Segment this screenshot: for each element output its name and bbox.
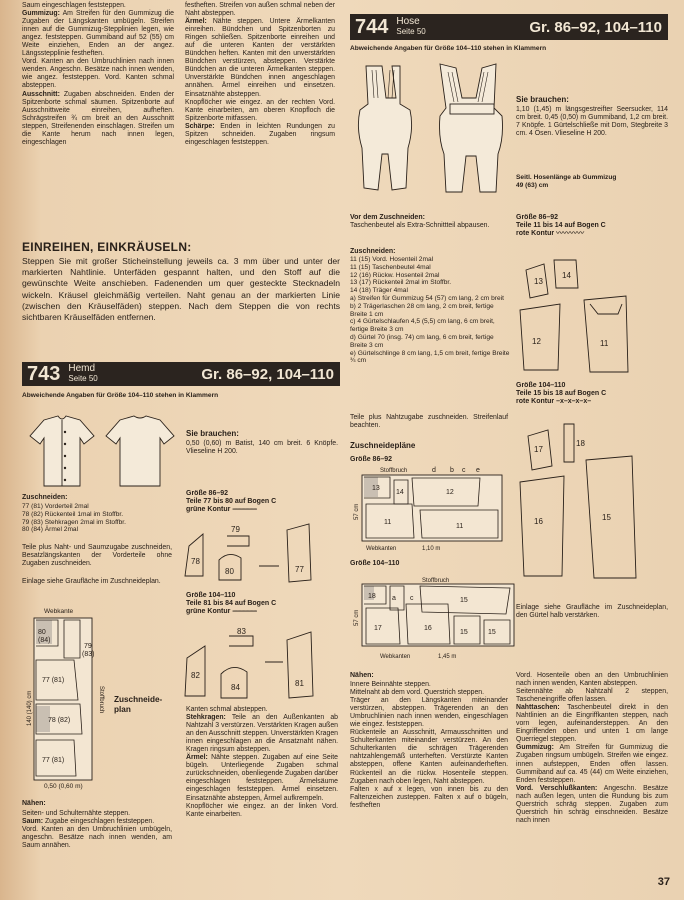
plan-stoffbruch-label: Stoffbruch: [98, 686, 104, 714]
pattern-name: Hemd Seite 50: [68, 363, 98, 383]
plan-piece-number: 15: [460, 629, 468, 636]
brauchen-title-743: Sie brauchen:: [186, 429, 239, 438]
plan-piece-number: 79: [84, 643, 92, 650]
plan-piece-number: 12: [446, 489, 454, 496]
overall-illustration: [352, 58, 512, 208]
piece-number: 11: [600, 339, 609, 348]
plan-piece-number: 15: [460, 597, 468, 604]
pattern-name: Hose Seite 50: [396, 16, 426, 36]
plan-piece-number: (84): [38, 637, 51, 644]
plan-piece-number: 14: [396, 489, 404, 496]
cut-row: d) Gürtel 70 (insg. 74) cm lang, 6 cm breit, fertige Breite 3 cm: [350, 333, 494, 349]
einlage-743: Einlage siehe Graufläche im Zuschneideplan.: [22, 578, 161, 585]
plan-letter: e: [476, 467, 480, 474]
middle-column-text: [185, 2, 335, 147]
zuschneiden-title-744: Zuschneiden:: [350, 248, 396, 255]
size-label-744-b: Größe 104–110 Teile 15 bis 18 auf Bogen C rote Kontur –x–x–x–x–: [516, 382, 607, 406]
size-label-743-b: Größe 104–110 Teile 81 bis 84 auf Bogen C grüne Kontur ------------------: [186, 592, 277, 616]
pattern-page: Seite 50: [396, 27, 426, 36]
pattern-744-abweichend: Abweichende Angaben für Größe 104–110 stehen in Klammern: [350, 45, 547, 52]
piece-number: 84: [231, 683, 240, 692]
cut-row: 79 (83) Stehkragen 2mal im Stoffbr.: [22, 518, 126, 526]
zuschneiden-list-743: [22, 503, 162, 534]
plan1-title-744: Größe 86–92: [350, 456, 393, 463]
cut-row: 13 (17) Rückenteil 2mal im Stoffbr.: [350, 279, 452, 287]
text-paragraph: Träger an den Längskanten miteinander verstürzen, absteppen. Trägerenden an den Umbruchlinien nach innen wenden, eingeschlagen wie eingez. feststeppen.: [350, 697, 508, 729]
pattern-sizes: Gr. 86–92, 104–110: [529, 18, 662, 36]
plan-piece-number: 18: [368, 593, 376, 600]
plan-letter: b: [450, 467, 454, 474]
piece-number: 16: [534, 517, 543, 526]
naehen-title-744: Nähen:: [350, 672, 374, 679]
piece-number: 83: [237, 627, 246, 636]
plan-letter: c: [462, 467, 466, 474]
plan-piece-number: 77 (81): [42, 677, 65, 684]
plan-width-label: 1,10 m: [422, 546, 441, 552]
size-label-743-a: Größe 86–92 Teile 77 bis 80 auf Bogen C grüne Kontur ------------------: [186, 490, 277, 514]
text-paragraph: Gummizug: Am Streifen für Gummizug die Zugaben ringsum umbügeln. Streifen wie eingez. innen aufsteppen, Enden offen lassen. Gummiband auf ca. 45 (44) cm Weite einziehen, Enden feststeppen.: [516, 744, 668, 784]
text-paragraph: Seitennähte ab Nahtzahl 2 steppen, Tascheneingriffe offen lassen.: [516, 688, 668, 704]
piece-number: 12: [532, 337, 541, 346]
cut-row: e) Gürtelschlinge 8 cm lang, 1,5 cm breit, fertige Breite ¾ cm: [350, 349, 510, 365]
zuschneiden-note-743: Teile plus Naht- und Saumzugabe zuschneiden, Besatzlängskanten der Vorderteile ohne Zugaben zuschneiden.: [22, 544, 172, 568]
brauchen-text-743: 0,50 (0,60) m Batist, 140 cm breit. 6 Knöpfe. Vlieseline H 200.: [186, 440, 338, 456]
piece-number: 81: [295, 679, 304, 688]
left-column-text: [22, 2, 174, 147]
text-paragraph: Rückenteile an Ausschnitt, Armausschnitten und Schulterkanten miteinander verstürzen. An den Schulterkanten die schrägen Trägerenden nahtzahlengemäß unterheften. Verstürzte Kanten absteppen, offene Kanten aufeinanderheften. Rückenteil an die rückw. Hosenteile steppen. Zugaben nach oben legen, Naht absteppen.: [350, 729, 508, 785]
text-paragraph: Saum: Zugabe eingeschlagen feststeppen.: [22, 818, 155, 826]
plan-webkanten-label: Webkanten: [380, 654, 411, 660]
plan-piece-number: (83): [82, 651, 95, 658]
vor-text-744: Taschenbeutel als Extra-Schnittteil abpausen.: [350, 222, 490, 229]
pattern-number: 743: [27, 362, 61, 385]
text-paragraph: Nahttaschen: Taschenbeutel direkt in den Nahtlinien an die Eingriffkanten steppen, nach vorn legen, aufeinandersteppen. An den Eingriffenden oben und unten 1 cm lange Querriegel steppen.: [516, 704, 668, 744]
einlage-744: Einlage siehe Graufläche im Zuschneideplan, den Gürtel halb verstärken.: [516, 604, 668, 620]
text-paragraph: Falten x auf x legen, von innen bis zu den Faltenzeichen zusteppen. Falten x auf o bügeln, festheften: [350, 785, 508, 809]
plaene-title-744: Zuschneidepläne: [350, 441, 416, 450]
cutting-plan-744-b: [350, 570, 520, 666]
text-paragraph: Vord. Kanten an den Umbruchlinien nach innen wenden. Angeschn. Besätze nach innen wenden, wie angez. feststeppen. Vord. Kanten schmal absteppen.: [22, 58, 174, 90]
cut-row: 78 (82) Rückenteil 1mal im Stoffbr.: [22, 510, 124, 518]
brauchen-title-744: Sie brauchen:: [516, 95, 569, 104]
plan-piece-number: 15: [488, 629, 496, 636]
text-paragraph: Stehkragen: Teile an den Außenkanten ab Nahtzahl 3 verstürzen. Verstärkten Kragen außen an den Ausschnitt steppen. Unverstärkten Kragen innen eingeschlagen an die Ansatznaht nähen. Kragen ringsum absteppen.: [186, 714, 338, 754]
text-paragraph: Knopflöcher wie eingez. an der linken Vord. Kante einarbeiten.: [186, 802, 338, 818]
plan-width-label-743: 0,50 (0,60 m): [44, 783, 83, 790]
piece-number: 18: [576, 439, 585, 448]
piece-number: 14: [562, 271, 571, 280]
text-paragraph: Kanten schmal absteppen.: [186, 706, 268, 713]
pattern-pieces-743-a: [183, 520, 341, 586]
shirt-illustration: [22, 412, 182, 492]
plan-piece-number: 11: [456, 523, 464, 530]
zuschneiden-title-743: Zuschneiden:: [22, 494, 68, 501]
text-paragraph: Ärmel: Nähte steppen. Untere Ärmelkanten einreihen. Bündchen und Spitzenborten zu Ringen schließen. Spitzenborte einreihen und auf die unteren Kanten der verstärkten Bündchen heften. Kanten mit den unverstärkten Bündchen verstürzen, absteppen. Verstärkte Bündchen an die unteren Ärmelkanten steppen. Unverstärkte Bündchen innen angeschlagen annähen. Ärmel einreihen und einsetzen. Einsatznähte absteppen.: [185, 18, 335, 98]
text-paragraph: Vord. Verschlußkanten: Angeschn. Besätze nach außen legen, unten die Rundung bis zum Querstrich schräg steppen. Zugaben zum Querstrich hin schräg einschneiden. Besätze nach innen: [516, 784, 668, 824]
einreihen-title: EINREIHEN, EINKRÄUSELN:: [22, 240, 192, 254]
cutting-plan-744-a: [350, 466, 510, 558]
page-number: 37: [657, 876, 670, 888]
pattern-pieces-743-b: [183, 622, 341, 704]
piece-number: 82: [191, 671, 200, 680]
plan-height-label: 140 (140) cm: [27, 690, 33, 726]
plan-piece-number: 13: [372, 485, 380, 492]
text-paragraph: Innere Beinnähte steppen.: [350, 681, 431, 688]
naehen-743-col1: [22, 810, 172, 850]
brauchen-text-744: 1,10 (1,45) m längsgestreifter Seersucker, 114 cm breit. 0,45 (0,50) m Gummiband, 1,2 cm breit. 7 Knöpfe. 1 Gürtelschließe mit Dorn, Stegbreite 3 cm. 4 Ösen. Vlieseline H 200.: [516, 106, 668, 138]
piece-number: 13: [534, 277, 543, 286]
pattern-sizes: Gr. 86–92, 104–110: [201, 365, 334, 383]
plan-width-label: 1,45 m: [438, 654, 457, 660]
plan-stoffbruch-label: Stoffbruch: [380, 468, 408, 474]
text-paragraph: Knopflöcher wie eingez. an der rechten Vord. Kante einarbeiten, am oberen Knopfloch die Spitzenborte mitfassen.: [185, 98, 335, 122]
zuschneiden-list-744: [350, 256, 510, 365]
vor-title-744: Vor dem Zuschneiden:: [350, 214, 425, 221]
cut-row: a) Streifen für Gummizug 54 (57) cm lang, 2 cm breit: [350, 294, 504, 302]
piece-number: 17: [534, 445, 543, 454]
pattern-page: Seite 50: [68, 374, 98, 383]
text-paragraph: festheften. Streifen von außen schmal neben der Naht absteppen.: [185, 2, 335, 18]
piece-number: 15: [602, 513, 611, 522]
text-paragraph: Seiten- und Schulternähte steppen.: [22, 810, 131, 817]
text-paragraph: Ärmel: Nähte steppen. Zugaben auf eine Seite bügeln. Unterliegende Zugaben schmal zurückschneiden, obenliegende Zugaben darüber eingeschlagen feststeppen. Ärmelsäume eingeschlagen feststeppen. Ärmel einsetzen. Einsatznähte absteppen, Ärmel aufkrempeln.: [186, 754, 338, 802]
cut-row: b) 2 Trägerlaschen 28 cm lang, 2 cm breit, fertige Breite 1 cm: [350, 302, 494, 318]
plan-webkante-label-743: Webkante: [44, 608, 74, 615]
text-paragraph: Saum eingeschlagen feststeppen.: [22, 2, 126, 9]
plan-webkanten-label: Webkanten: [366, 546, 397, 552]
plan-title-743: Zuschneide-plan: [114, 695, 163, 714]
cutting-plan-743: [24, 616, 106, 792]
text-paragraph: Vord. Kanten an den Umbruchlinien umbügeln, angeschn. Besätze nach innen wenden, am Saum annähen.: [22, 826, 172, 850]
naehen-title-743: Nähen:: [22, 800, 46, 807]
text-paragraph: Schärpe: Enden in leichten Rundungen zu Spitzen schneiden. Zugaben ringsum eingeschlagen feststeppen.: [185, 122, 335, 146]
naehen-743-col2: [186, 706, 338, 819]
plan-letter: a: [392, 595, 396, 602]
cut-row: 77 (81) Vorderteil 2mal: [22, 503, 89, 510]
text-paragraph: Mittelnaht ab dem vord. Querstrich steppen.: [350, 689, 485, 697]
plan-letter: d: [432, 467, 436, 474]
piece-number: 78: [191, 557, 200, 566]
pattern-744-header: [350, 14, 668, 40]
piece-number: 80: [225, 567, 234, 576]
plan-piece-number: 17: [374, 625, 382, 632]
plan-piece-number: 16: [424, 625, 432, 632]
zuschneiden-note-744: Teile plus Nahtzugabe zuschneiden. Streifenlauf beachten.: [350, 414, 508, 430]
cut-row: 14 (18) Träger 4mal: [350, 287, 408, 295]
cut-row: 11 (15) Taschenbeutel 4mal: [350, 263, 431, 271]
plan-piece-number: 77 (81): [42, 757, 65, 764]
pattern-number: 744: [355, 15, 389, 38]
piece-number: 77: [295, 565, 304, 574]
plan-piece-number: 78 (82): [48, 717, 71, 724]
pattern-pieces-744-a: [514, 244, 664, 374]
cut-row: 80 (84) Ärmel 2mal: [22, 526, 79, 534]
naehen-744-col1: [350, 681, 508, 810]
text-paragraph: Gummizug: Am Streifen für den Gummizug die Zugaben der Längskanten umbügeln. Streifen innen auf die Gummizug-Stepplinien legen, wie angez. feststeppen. Gummiband auf 52 (55) cm Weite einziehen, Enden an der angez. Längsstepplinie festheften.: [22, 10, 174, 58]
pattern-743-header: [22, 362, 340, 386]
seitl-value-744: 49 (63) cm: [516, 182, 549, 189]
plan-stoffbruch-label: Stoffbruch: [422, 578, 450, 584]
size-label-744-a: Größe 86–92 Teile 11 bis 14 auf Bogen C rote Kontur 〰〰〰〰: [516, 214, 606, 238]
einreihen-body: Steppen Sie mit großer Sticheinstellung jeweils ca. 3 mm über und unter der markierten Nahtlinie. Unterfäden gespannt halten, und den Stoff auf die gewünschte Weite anschieben. Fadenenden um quer gesteckte Stecknadeln wickeln. Kräusel gleichmäßig verteilen. Naht genau an der markierten Linie (zwischen den Kräuselfäden) steppen. Nach dem Steppen die von rechts sichtbaren Kräuselfäden entfernen.: [22, 256, 340, 323]
plan-height-label: 57 cm: [354, 503, 360, 520]
text-paragraph: Ausschnitt: Zugaben abschneiden. Enden der Spitzenborte schmal säumen. Spitzenborte auf Ausschnittweite einreihen, aufheften. Schrägstreifen ¾ cm breit an den Ausschnitt steppen, Streifenenden einschlagen. Streifen um die Kante herum nach innen legen, eingeschlagen: [22, 90, 174, 146]
pattern-pieces-744-b: [514, 410, 664, 596]
text-paragraph: Vord. Hosenteile oben an den Umbruchlinien nach innen wenden, Kanten absteppen.: [516, 672, 668, 688]
cut-row: 12 (16) Rückw. Hosenteil 2mal: [350, 271, 440, 279]
cut-row: 11 (15) Vord. Hosenteil 2mal: [350, 256, 434, 263]
plan2-title-744: Größe 104–110: [350, 560, 400, 567]
pattern-743-abweichend: Abweichende Angaben für Größe 104–110 stehen in Klammern: [22, 392, 219, 399]
plan-piece-number: 11: [384, 519, 392, 526]
piece-number: 79: [231, 525, 240, 534]
plan-height-label: 57 cm: [354, 609, 360, 626]
naehen-744-col2: [516, 672, 668, 825]
seitl-title-744: Seitl. Hosenlänge ab Gummizug: [516, 174, 617, 181]
cut-row: c) 4 Gürtelschlaufen 4,5 (5,5) cm lang, 6 cm breit, fertige Breite 3 cm: [350, 318, 495, 334]
plan-piece-number: 80: [38, 629, 46, 636]
plan-letter: c: [410, 595, 414, 602]
